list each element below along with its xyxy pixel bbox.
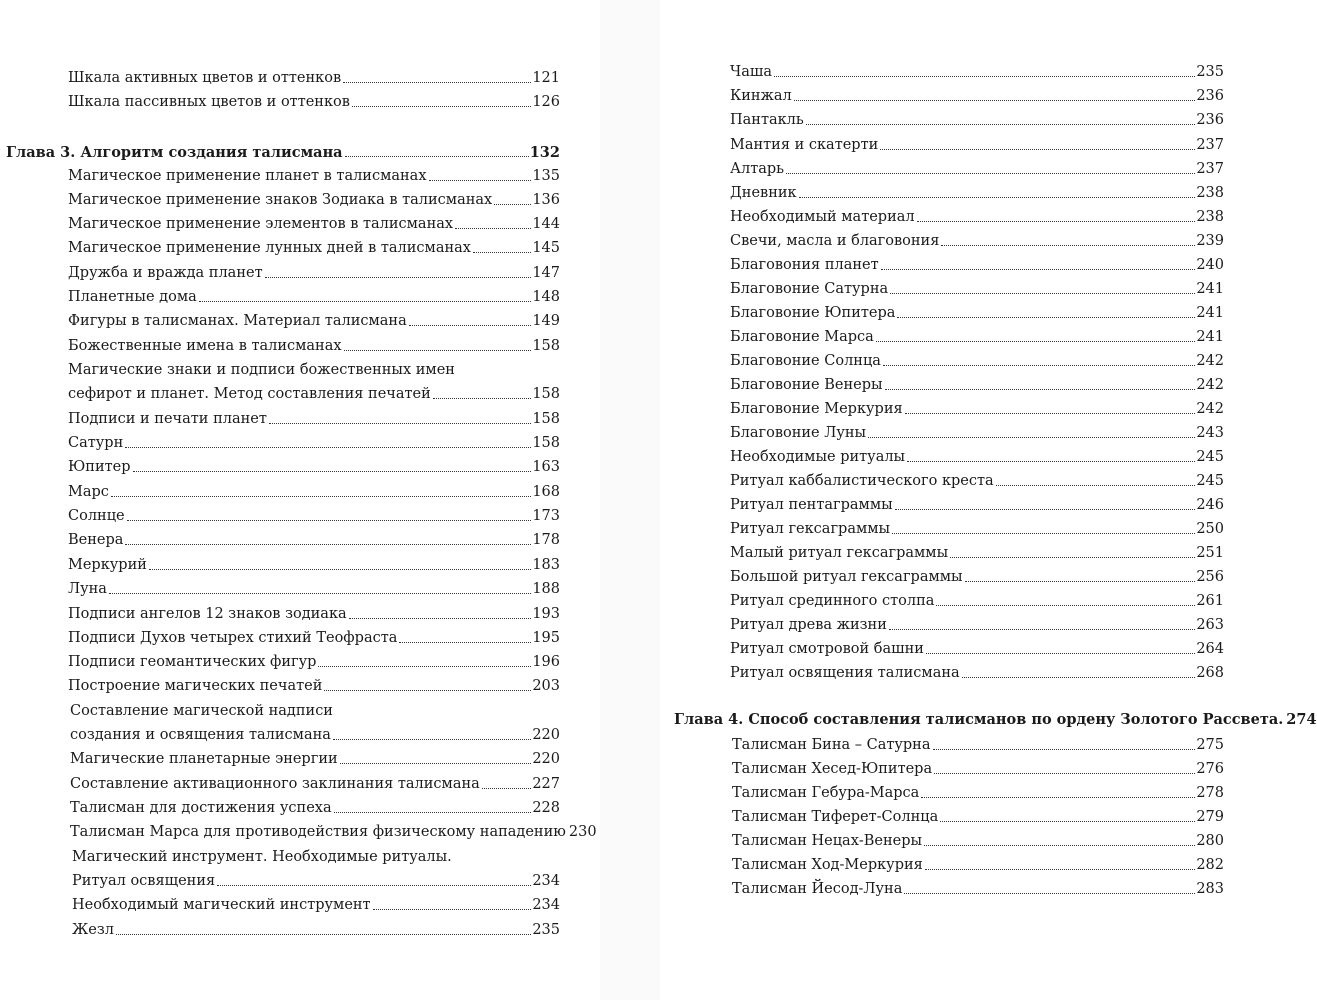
toc-entry xyxy=(730,233,1224,250)
toc-entry-title: создания и освящения талисмана xyxy=(70,727,331,743)
dot-leader xyxy=(786,173,1195,174)
toc-entry-title: Талисман Бина – Сатурна xyxy=(732,737,931,753)
toc-entry-title: Благовоние Солнца xyxy=(730,353,881,369)
dot-leader xyxy=(133,471,532,472)
toc-page-number: 256 xyxy=(1196,569,1224,585)
toc-page-number: 132 xyxy=(529,144,560,161)
toc-page-number: 228 xyxy=(532,800,560,816)
dot-leader xyxy=(799,197,1196,198)
toc-entry xyxy=(70,800,560,817)
dot-leader xyxy=(883,365,1195,366)
toc-entry-title: Алтарь xyxy=(730,161,785,177)
toc-entry xyxy=(68,435,560,452)
dot-leader xyxy=(774,76,1195,77)
toc-entry-title: Талисман Гебура-Марса xyxy=(732,785,920,801)
dot-leader xyxy=(965,581,1196,582)
toc-entry xyxy=(68,411,560,428)
dot-leader xyxy=(455,228,531,229)
toc-entry-title: Ритуал древа жизни xyxy=(730,617,887,633)
dot-leader xyxy=(373,909,532,910)
toc-entry xyxy=(70,727,560,744)
toc-entry xyxy=(730,112,1224,129)
dot-leader xyxy=(344,350,532,351)
toc-chapter-heading xyxy=(6,144,560,161)
toc-page-number: 136 xyxy=(532,192,560,208)
toc-page-number: 168 xyxy=(532,484,560,500)
dot-leader xyxy=(340,763,532,764)
dot-leader xyxy=(895,509,1196,510)
toc-entry-title: Пантакль xyxy=(730,112,804,128)
toc-entry xyxy=(730,329,1224,346)
toc-page-number: 242 xyxy=(1196,377,1224,393)
dot-leader xyxy=(473,252,531,253)
toc-page-number: 268 xyxy=(1196,665,1224,681)
toc-entry-title: Шкала активных цветов и оттенков xyxy=(68,70,342,86)
toc-page-number: 193 xyxy=(532,606,560,622)
dot-leader xyxy=(917,221,1196,222)
toc-page-number: 275 xyxy=(1196,737,1224,753)
toc-page-number: 264 xyxy=(1196,641,1224,657)
toc-entry xyxy=(732,833,1224,850)
toc-page-number: 245 xyxy=(1196,449,1224,465)
dot-leader xyxy=(149,569,531,570)
toc-entry-title-line: Магические знаки и подписи божественных имен xyxy=(68,362,455,378)
toc-entry xyxy=(72,897,560,914)
toc-page-number: 238 xyxy=(1196,185,1224,201)
toc-entry-title: сефирот и планет. Метод составления печатей xyxy=(68,386,431,402)
toc-page-number: 173 xyxy=(532,508,560,524)
toc-entry-title: Подписи и печати планет xyxy=(68,411,267,427)
toc-page-number: 263 xyxy=(1196,617,1224,633)
toc-entry xyxy=(68,678,560,695)
toc-page-number: 280 xyxy=(1196,833,1224,849)
toc-entry xyxy=(68,289,560,306)
toc-page-number: 158 xyxy=(532,435,560,451)
toc-entry xyxy=(730,617,1224,634)
toc-entry xyxy=(68,459,560,476)
toc-entry-title: Марс xyxy=(68,484,109,500)
toc-entry xyxy=(730,209,1224,226)
toc-entry-title: Талисман Нецах-Венеры xyxy=(732,833,923,849)
toc-page-number: 261 xyxy=(1196,593,1224,609)
toc-entry-title: Малый ритуал гексаграммы xyxy=(730,545,949,561)
toc-page-number: 282 xyxy=(1196,857,1224,873)
toc-entry xyxy=(68,386,560,403)
toc-page-number: 251 xyxy=(1196,545,1224,561)
toc-chapter-heading xyxy=(674,711,1317,728)
toc-entry xyxy=(730,425,1224,442)
toc-page-number: 235 xyxy=(1196,64,1224,80)
toc-entry-title: Талисман для достижения успеха xyxy=(70,800,332,816)
toc-entry-title: Мантия и скатерти xyxy=(730,137,879,153)
toc-page-number: 242 xyxy=(1196,401,1224,417)
toc-entry xyxy=(68,240,560,257)
toc-entry-title: Благовоние Венеры xyxy=(730,377,883,393)
toc-entry xyxy=(68,654,560,671)
dot-leader xyxy=(936,605,1195,606)
toc-entry-title-line: Составление магической надписи xyxy=(70,703,333,719)
toc-entry-title-line: Магический инструмент. Необходимые ритуалы. xyxy=(72,849,452,865)
toc-entry-title: Венера xyxy=(68,532,124,548)
toc-page-number: 234 xyxy=(532,897,560,913)
toc-entry xyxy=(730,161,1224,178)
dot-leader xyxy=(996,485,1196,486)
dot-leader xyxy=(429,180,532,181)
toc-entry xyxy=(730,64,1224,81)
toc-page-number: 163 xyxy=(532,459,560,475)
toc-entry-title: Талисман Хесед-Юпитера xyxy=(732,761,933,777)
toc-entry-title: Божественные имена в талисманах xyxy=(68,338,342,354)
dot-leader xyxy=(349,618,532,619)
toc-entry xyxy=(72,873,560,890)
toc-page-number: 236 xyxy=(1196,88,1224,104)
toc-entry-title: Благовония планет xyxy=(730,257,879,273)
toc-entry-title: Подписи Духов четырех стихий Теофраста xyxy=(68,630,398,646)
toc-entry xyxy=(68,630,560,647)
dot-leader xyxy=(125,544,531,545)
toc-page-number: 144 xyxy=(532,216,560,232)
dot-leader xyxy=(905,413,1196,414)
dot-leader xyxy=(880,149,1195,150)
toc-entry-title: Магические планетарные энергии xyxy=(70,751,338,767)
toc-page-number: 195 xyxy=(532,630,560,646)
toc-page-number: 279 xyxy=(1196,809,1224,825)
toc-entry-title: Благовоние Марса xyxy=(730,329,874,345)
toc-entry xyxy=(730,401,1224,418)
toc-page-number: 227 xyxy=(532,776,560,792)
dot-leader xyxy=(269,423,531,424)
toc-page-number: 246 xyxy=(1196,497,1224,513)
toc-entry xyxy=(68,192,560,209)
toc-page-number: 241 xyxy=(1196,329,1224,345)
toc-entry-title: Необходимый материал xyxy=(730,209,915,225)
dot-leader xyxy=(921,797,1195,798)
toc-entry-title: Благовоние Юпитера xyxy=(730,305,896,321)
toc-entry xyxy=(68,484,560,501)
dot-leader xyxy=(941,245,1195,246)
toc-entry xyxy=(730,641,1224,658)
toc-page-number: 148 xyxy=(532,289,560,305)
toc-entry xyxy=(730,281,1224,298)
toc-page-number: 188 xyxy=(532,581,560,597)
toc-entry xyxy=(732,809,1224,826)
dot-leader xyxy=(334,812,532,813)
toc-page-number: 243 xyxy=(1196,425,1224,441)
dot-leader xyxy=(890,293,1195,294)
right-page xyxy=(660,0,1317,1000)
toc-page-number: 220 xyxy=(532,751,560,767)
toc-entry-line xyxy=(68,362,455,379)
toc-entry xyxy=(730,665,1224,682)
toc-entry-title: Солнце xyxy=(68,508,125,524)
toc-page-number: 149 xyxy=(532,313,560,329)
toc-entry-title: Построение магических печатей xyxy=(68,678,323,694)
toc-entry xyxy=(730,521,1224,538)
toc-entry-title: Необходимый магический инструмент xyxy=(72,897,371,913)
toc-entry xyxy=(730,305,1224,322)
toc-page-number: 147 xyxy=(532,265,560,281)
dot-leader xyxy=(109,593,531,594)
toc-page-number: 236 xyxy=(1196,112,1224,128)
toc-entry xyxy=(70,751,560,768)
book-gutter xyxy=(600,0,660,1000)
toc-entry xyxy=(72,922,560,939)
toc-entry xyxy=(730,137,1224,154)
toc-entry-title: Большой ритуал гексаграммы xyxy=(730,569,963,585)
toc-entry xyxy=(68,508,560,525)
toc-page-number: 240 xyxy=(1196,257,1224,273)
toc-entry xyxy=(68,532,560,549)
dot-leader xyxy=(482,788,532,789)
toc-page-number: 158 xyxy=(532,338,560,354)
toc-entry xyxy=(730,88,1224,105)
toc-entry xyxy=(68,94,560,111)
toc-entry xyxy=(730,353,1224,370)
toc-entry xyxy=(70,824,597,841)
toc-page-number: 237 xyxy=(1196,161,1224,177)
dot-leader xyxy=(934,773,1195,774)
toc-page-number: 178 xyxy=(532,532,560,548)
toc-page-number: 241 xyxy=(1196,281,1224,297)
toc-entry xyxy=(730,473,1224,490)
toc-entry-title: Ритуал освящения xyxy=(72,873,216,889)
toc-entry-title: Благовоние Сатурна xyxy=(730,281,889,297)
dot-leader xyxy=(127,520,532,521)
dot-leader xyxy=(111,496,531,497)
toc-page-number: 234 xyxy=(532,873,560,889)
toc-entry xyxy=(730,593,1224,610)
toc-page-number: 245 xyxy=(1196,473,1224,489)
toc-entry-title: Подписи ангелов 12 знаков зодиака xyxy=(68,606,347,622)
toc-entry xyxy=(730,545,1224,562)
toc-entry xyxy=(730,449,1224,466)
toc-entry-title: Ритуал срединного столпа xyxy=(730,593,935,609)
toc-entry xyxy=(68,216,560,233)
toc-entry-line xyxy=(72,849,452,866)
toc-entry xyxy=(730,377,1224,394)
dot-leader xyxy=(433,398,532,399)
dot-leader xyxy=(925,869,1196,870)
toc-page-number: 220 xyxy=(532,727,560,743)
toc-entry xyxy=(730,497,1224,514)
dot-leader xyxy=(806,124,1196,125)
toc-entry-title: Глава 3. Алгоритм создания талисмана xyxy=(6,144,343,161)
toc-entry-title: Юпитер xyxy=(68,459,131,475)
toc-entry-title: Составление активационного заклинания талисмана xyxy=(70,776,480,792)
toc-entry-title: Магическое применение лунных дней в талисманах xyxy=(68,240,471,256)
toc-page-number: 183 xyxy=(532,557,560,573)
dot-leader xyxy=(868,437,1195,438)
toc-page-number: 145 xyxy=(532,240,560,256)
toc-entry-title: Благовоние Луны xyxy=(730,425,867,441)
toc-entry-title: Благовоние Меркурия xyxy=(730,401,903,417)
toc-entry-title: Чаша xyxy=(730,64,772,80)
dot-leader xyxy=(950,557,1195,558)
toc-entry xyxy=(732,881,1224,898)
toc-entry xyxy=(732,761,1224,778)
dot-leader xyxy=(926,653,1195,654)
dot-leader xyxy=(907,461,1195,462)
toc-page-number: 196 xyxy=(532,654,560,670)
dot-leader xyxy=(940,821,1195,822)
toc-entry-title: Свечи, масла и благовония xyxy=(730,233,940,249)
dot-leader xyxy=(333,739,531,740)
toc-entry-title: Ритуал пентаграммы xyxy=(730,497,893,513)
toc-page-number: 121 xyxy=(532,70,560,86)
dot-leader xyxy=(409,325,532,326)
dot-leader xyxy=(265,277,532,278)
toc-entry-title: Кинжал xyxy=(730,88,792,104)
toc-entry xyxy=(730,257,1224,274)
toc-entry xyxy=(732,785,1224,802)
toc-entry xyxy=(68,606,560,623)
toc-page-number: 235 xyxy=(532,922,560,938)
toc-entry-title: Дружба и вражда планет xyxy=(68,265,263,281)
toc-page-number: 158 xyxy=(532,386,560,402)
dot-leader xyxy=(889,629,1195,630)
dot-leader xyxy=(897,317,1195,318)
toc-entry-title: Необходимые ритуалы xyxy=(730,449,906,465)
toc-entry xyxy=(68,168,560,185)
toc-entry xyxy=(68,338,560,355)
toc-entry xyxy=(732,857,1224,874)
toc-page-number: 238 xyxy=(1196,209,1224,225)
toc-entry-title: Ритуал смотровой башни xyxy=(730,641,924,657)
toc-page-number: 283 xyxy=(1196,881,1224,897)
toc-page-number: 126 xyxy=(532,94,560,110)
dot-leader xyxy=(885,389,1196,390)
toc-entry-title: Дневник xyxy=(730,185,797,201)
toc-entry-title: Ритуал освящения талисмана xyxy=(730,665,960,681)
toc-entry-title: Меркурий xyxy=(68,557,147,573)
toc-page-number: 276 xyxy=(1196,761,1224,777)
dot-leader xyxy=(933,749,1196,750)
toc-entry-title: Сатурн xyxy=(68,435,124,451)
toc-entry xyxy=(68,265,560,282)
toc-entry xyxy=(730,569,1224,586)
toc-page-number: 230 xyxy=(568,824,597,840)
toc-page-number: 158 xyxy=(532,411,560,427)
dot-leader xyxy=(125,447,531,448)
toc-page-number: 241 xyxy=(1196,305,1224,321)
toc-entry xyxy=(68,557,560,574)
toc-page-number: 242 xyxy=(1196,353,1224,369)
toc-entry xyxy=(730,185,1224,202)
toc-entry xyxy=(68,313,560,330)
dot-leader xyxy=(904,893,1195,894)
toc-entry-title: Талисман Марса для противодействия физическому нападению xyxy=(70,824,566,840)
toc-entry xyxy=(68,581,560,598)
dot-leader xyxy=(318,666,531,667)
toc-entry xyxy=(70,776,560,793)
toc-entry-title: Планетные дома xyxy=(68,289,197,305)
dot-leader xyxy=(217,885,531,886)
toc-entry-title: Ритуал каббалистического креста xyxy=(730,473,994,489)
dot-leader xyxy=(399,642,531,643)
dot-leader xyxy=(352,106,531,107)
dot-leader xyxy=(199,301,532,302)
dot-leader xyxy=(494,204,531,205)
toc-page-number: 237 xyxy=(1196,137,1224,153)
dot-leader xyxy=(116,934,531,935)
dot-leader xyxy=(343,82,531,83)
toc-entry-title: Талисман Тиферет-Солнца xyxy=(732,809,939,825)
dot-leader xyxy=(345,156,529,157)
left-page xyxy=(0,0,600,1000)
toc-entry-title: Магическое применение планет в талисманах xyxy=(68,168,427,184)
toc-entry-title: Талисман Йесод-Луна xyxy=(732,881,903,897)
toc-entry-title: Луна xyxy=(68,581,107,597)
toc-page-number: 278 xyxy=(1196,785,1224,801)
dot-leader xyxy=(962,677,1196,678)
toc-page-number: 135 xyxy=(532,168,560,184)
toc-entry-title: Жезл xyxy=(72,922,114,938)
toc-entry-title: Подписи геомантических фигур xyxy=(68,654,317,670)
toc-entry-title: Шкала пассивных цветов и оттенков xyxy=(68,94,350,110)
toc-page-number: 239 xyxy=(1196,233,1224,249)
toc-entry xyxy=(68,70,560,87)
toc-entry-title: Магическое применение знаков Зодиака в талисманах xyxy=(68,192,493,208)
dot-leader xyxy=(892,533,1195,534)
toc-entry-title: Фигуры в талисманах. Материал талисмана xyxy=(68,313,407,329)
dot-leader xyxy=(924,845,1195,846)
dot-leader xyxy=(876,341,1196,342)
toc-page-number: 203 xyxy=(532,678,560,694)
toc-entry-title: Талисман Ход-Меркурия xyxy=(732,857,923,873)
dot-leader xyxy=(324,690,531,691)
dot-leader xyxy=(794,100,1196,101)
toc-page-number: 274 xyxy=(1286,711,1317,728)
toc-entry-title: Магическое применение элементов в талисманах xyxy=(68,216,454,232)
toc-entry-title: Ритуал гексаграммы xyxy=(730,521,891,537)
toc-entry-title: Глава 4. Способ составления талисманов по ордену Золотого Рассвета. xyxy=(674,711,1284,728)
toc-entry-line xyxy=(70,703,333,720)
dot-leader xyxy=(881,269,1196,270)
toc-page-number: 250 xyxy=(1196,521,1224,537)
toc-entry xyxy=(732,737,1224,754)
